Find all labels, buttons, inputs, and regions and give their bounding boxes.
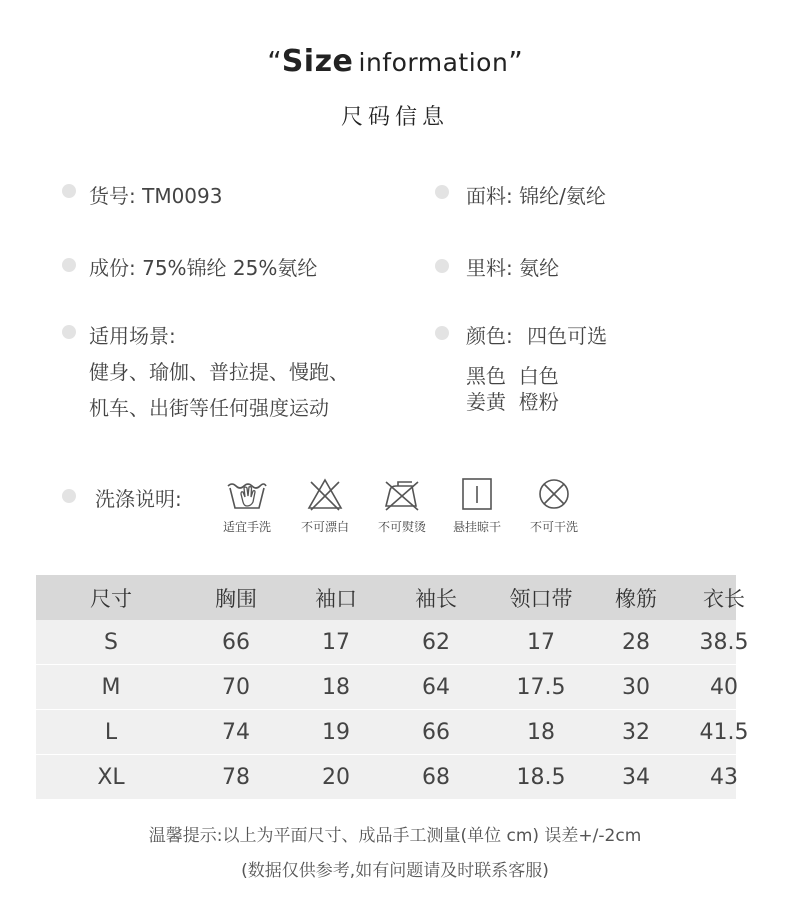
header-sleeve-length: 袖长 <box>415 586 457 611</box>
color-label: 颜色: <box>466 324 513 348</box>
bullet-dot <box>62 325 76 339</box>
care-item-no-bleach <box>290 476 360 535</box>
close-quote: ” <box>508 45 523 78</box>
header-neckband: 领口带 <box>509 586 573 611</box>
table-row <box>36 709 749 754</box>
scenes-line-1: 健身、瑜伽、普拉提、慢跑、 <box>89 360 349 384</box>
bullet-dot <box>435 185 449 199</box>
no-bleach-icon <box>305 476 345 512</box>
page-subtitle: 尺码信息 <box>340 105 449 130</box>
care-item-no-dry-clean <box>519 476 589 535</box>
lining-label: 里料: <box>466 256 513 280</box>
care-item-label: 不可熨烫 <box>377 520 426 534</box>
table-cell: 66 <box>222 629 250 655</box>
table-cell: 40 <box>710 674 738 700</box>
table-cell: 78 <box>222 764 250 790</box>
table-cell: 17.5 <box>516 674 566 700</box>
scenes-label: 适用场景: <box>89 324 176 348</box>
disclaimer-note: (数据仅供参考,如有问题请及时联系客服) <box>241 861 549 881</box>
table-cell: XL <box>97 764 125 790</box>
bullet-dot <box>62 184 76 198</box>
table-cell: 18 <box>527 719 555 745</box>
table-cell: 34 <box>622 764 650 790</box>
header-size: 尺寸 <box>90 586 132 611</box>
no-iron-icon <box>382 476 422 512</box>
care-item-label: 不可干洗 <box>529 520 578 534</box>
table-cell: 70 <box>222 674 250 700</box>
header-elastic: 橡筋 <box>615 586 657 611</box>
table-cell: 18 <box>322 674 350 700</box>
table-cell: 38.5 <box>699 629 749 655</box>
color-value: 四色可选 <box>527 324 608 348</box>
title-size-word: Size <box>281 44 354 79</box>
care-item-hand-wash <box>212 476 282 535</box>
care-item-label: 不可漂白 <box>300 520 349 534</box>
item-number <box>89 180 222 209</box>
bullet-dot <box>435 326 449 340</box>
color <box>466 320 607 349</box>
table-row <box>36 754 736 799</box>
table-cell: 32 <box>622 719 650 745</box>
table-cell: S <box>104 629 118 655</box>
table-cell: 43 <box>710 764 738 790</box>
fabric <box>466 180 606 209</box>
care-item-no-iron <box>367 476 437 535</box>
item-number-label: 货号: <box>89 184 136 208</box>
table-cell: 30 <box>622 674 650 700</box>
table-header <box>36 575 745 620</box>
table-cell: 66 <box>422 719 450 745</box>
table-cell: M <box>101 674 121 700</box>
no-dry-clean-icon <box>536 476 572 512</box>
title-information-word: information <box>358 48 509 77</box>
header-cuff: 袖口 <box>315 586 357 611</box>
table-cell: 17 <box>527 629 555 655</box>
table-cell: 28 <box>622 629 650 655</box>
fabric-label: 面料: <box>466 184 513 208</box>
care-item-label: 适宜手洗 <box>222 520 271 534</box>
composition-label: 成份: <box>89 256 136 280</box>
table-cell: 19 <box>322 719 350 745</box>
table-cell: 64 <box>422 674 450 700</box>
open-quote: “ <box>267 45 282 78</box>
table-cell: 62 <box>422 629 450 655</box>
colors-line-1: 黑色 白色 <box>466 364 559 388</box>
table-cell: 74 <box>222 719 250 745</box>
lining <box>466 252 559 281</box>
header-chest: 胸围 <box>215 586 257 611</box>
measurement-note: 温馨提示:以上为平面尺寸、成品手工测量(单位 cm) 误差+/-2cm <box>148 826 642 846</box>
table-cell: 18.5 <box>516 764 566 790</box>
table-cell: 20 <box>322 764 350 790</box>
bullet-dot <box>62 258 76 272</box>
table-row <box>36 620 749 664</box>
scenes-line-2: 机车、出街等任何强度运动 <box>89 396 329 420</box>
table-row <box>36 664 736 709</box>
page-title <box>0 44 790 79</box>
lining-value: 氨纶 <box>519 256 560 280</box>
item-number-value: TM0093 <box>142 184 223 208</box>
fabric-value: 锦纶/氨纶 <box>519 184 606 208</box>
bullet-dot <box>435 259 449 273</box>
care-item-hang-dry <box>442 476 512 535</box>
table-cell: 41.5 <box>699 719 749 745</box>
header-length: 衣长 <box>703 586 745 611</box>
bullet-dot <box>62 489 76 503</box>
care-label: 洗涤说明: <box>95 487 182 511</box>
care-item-label: 悬挂晾干 <box>452 520 501 534</box>
hang-dry-icon <box>459 476 495 512</box>
table-cell: 68 <box>422 764 450 790</box>
table-cell: L <box>104 719 118 745</box>
hand-wash-icon <box>225 476 269 512</box>
size-table <box>36 575 749 799</box>
colors-line-2: 姜黄 橙粉 <box>466 390 559 414</box>
composition-value: 75%锦纶 25%氨纶 <box>142 256 318 280</box>
composition <box>89 252 317 281</box>
table-cell: 17 <box>322 629 350 655</box>
